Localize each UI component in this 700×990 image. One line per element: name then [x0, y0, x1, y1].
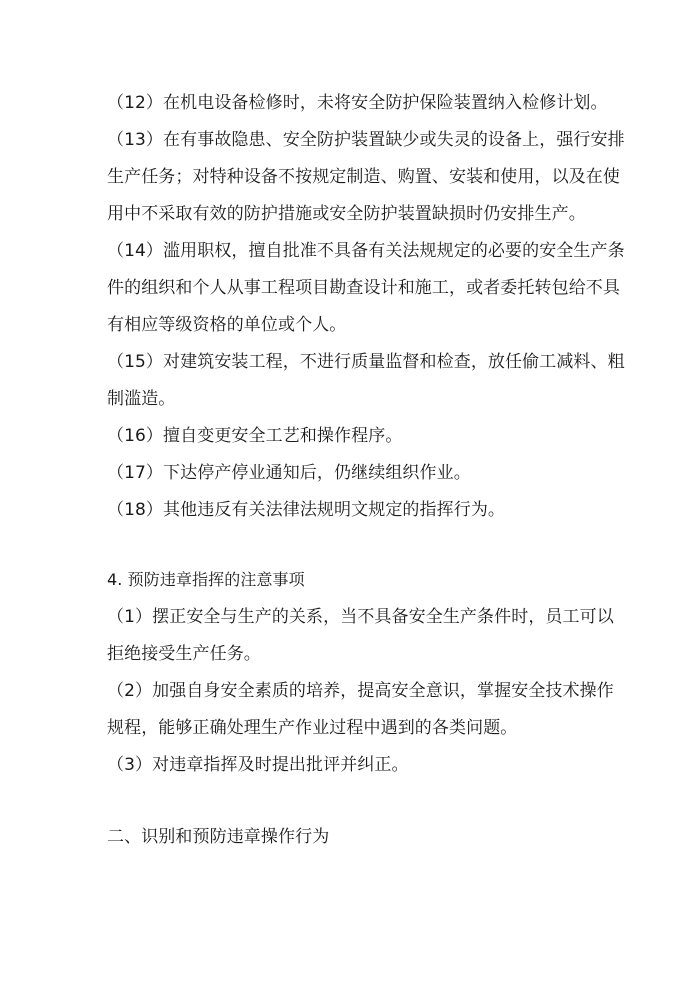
section-heading: 4. 预防违章指挥的注意事项 [107, 570, 305, 589]
item-14-line-1: （14）滥用职权，擅自批准不具备有关法规规定的必要的安全生产条 [107, 241, 625, 261]
item-15-line-1: （15）对建筑安装工程，不进行质量监督和检查，放任偷工减料、粗 [107, 352, 625, 372]
precaution-1-line-2: 拒绝接受生产任务。 [107, 644, 261, 664]
item-12-line-1: （12）在机电设备检修时，未将安全防护保险装置纳入检修计划。 [107, 93, 608, 113]
precaution-2-line-1: （2）加强自身安全素质的培养，提高安全意识，掌握安全技术操作 [107, 681, 614, 701]
item-13-line-3: 用中不采取有效的防护措施或安全防护装置缺损时仍安排生产。 [107, 204, 586, 224]
item-14-line-3: 有相应等级资格的单位或个人。 [107, 315, 347, 335]
item-18: （18）其他违反有关法律法规明文规定的指挥行为。 [107, 500, 506, 520]
item-15-line-2: 制滥造。 [107, 389, 176, 409]
precaution-2-line-2: 规程，能够正确处理生产作业过程中遇到的各类问题。 [107, 718, 518, 738]
precaution-3: （3）对违章指挥及时提出批评并纠正。 [107, 755, 409, 775]
precaution-1-line-1: （1）摆正安全与生产的关系，当不具备安全生产条件时，员工可以 [107, 607, 614, 627]
item-17: （17）下达停产停业通知后，仍继续组织作业。 [107, 463, 471, 483]
item-14-line-2: 件的组织和个人从事工程项目勘查设计和施工，或者委托转包给不具 [107, 278, 620, 298]
item-13-line-2: 生产任务；对特种设备不按规定制造、购置、安装和使用，以及在使 [107, 167, 620, 187]
chapter-heading: 二、识别和预防违章操作行为 [107, 827, 330, 847]
item-16: （16）擅自变更安全工艺和操作程序。 [107, 426, 403, 446]
item-13-line-1: （13）在有事故隐患、安全防护装置缺少或失灵的设备上，强行安排 [107, 130, 625, 150]
